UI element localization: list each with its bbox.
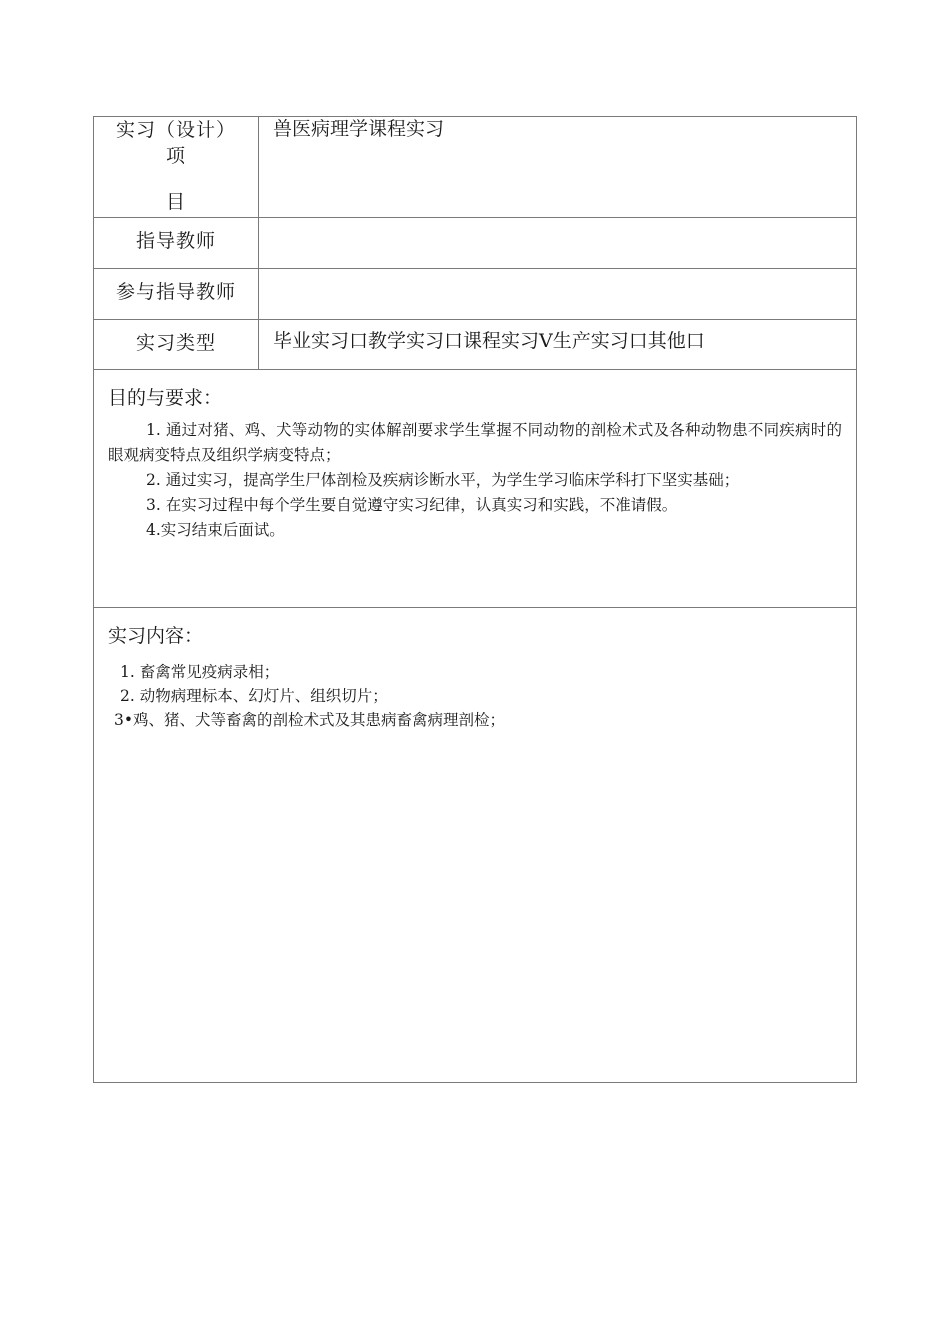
teacher-label: 指导教师: [94, 218, 259, 269]
project-label-line2: 项: [165, 145, 186, 167]
project-value: 兽医病理学课程实习: [273, 118, 445, 140]
type-label: 实习类型: [94, 320, 259, 370]
goal-item: 1. 通过对猪、鸡、犬等动物的实体解剖要求学生掌握不同动物的剖检术式及各种动物患不同疾病时的眼观病变特点及组织学病变特点；: [108, 421, 842, 464]
content-item: 2. 动物病理标本、幻灯片、组织切片；: [120, 687, 388, 705]
goal-item: 2. 通过实习，提高学生尸体剖检及疾病诊断水平，为学生学习临床学科打下坚实基础；: [146, 471, 740, 489]
project-value-cell: [259, 117, 857, 218]
project-label-line3: 目: [165, 191, 186, 213]
content-section: [94, 608, 857, 1083]
project-label-line1: 实习（设计）: [115, 119, 236, 141]
content-list: [108, 660, 842, 732]
coteacher-label: 参与指导教师: [94, 269, 259, 320]
goal-item: 3. 在实习过程中每个学生要自觉遵守实习纪律，认真实习和实践，不准请假。: [146, 496, 678, 514]
goal-item: 4.实习结束后面试。: [146, 521, 285, 539]
content-item: 3•鸡、猪、犬等畜禽的剖检术式及其患病畜禽病理剖检；: [114, 711, 506, 729]
teacher-value: [259, 218, 857, 269]
content-title: 实习内容：: [108, 625, 204, 647]
project-row: [94, 117, 857, 218]
teacher-row: [94, 218, 857, 269]
goals-title: 目的与要求：: [108, 387, 223, 409]
goals-section: [94, 370, 857, 608]
internship-form-table: [93, 116, 857, 1083]
content-row: [94, 608, 857, 1083]
goals-row: [94, 370, 857, 608]
coteacher-row: [94, 269, 857, 320]
coteacher-value: [259, 269, 857, 320]
project-label-cell: [94, 117, 259, 218]
content-item: 1. 畜禽常见疫病录相；: [120, 663, 280, 681]
type-value: 毕业实习口教学实习口课程实习Ⅴ生产实习口其他口: [259, 320, 857, 370]
type-row: [94, 320, 857, 370]
